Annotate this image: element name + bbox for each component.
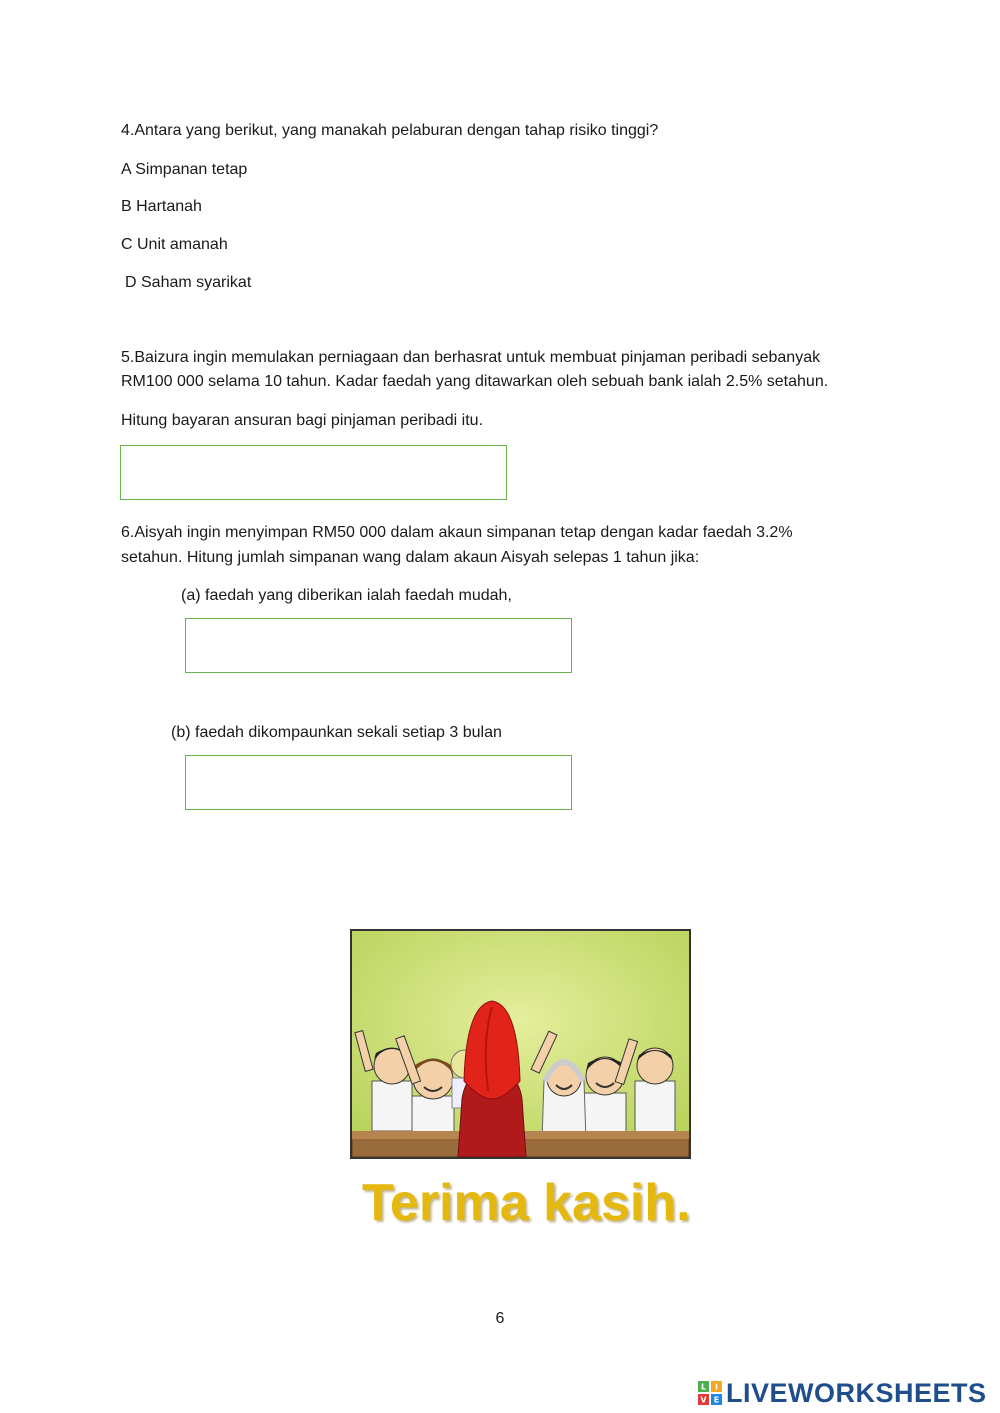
page-number: 6 [495,1310,505,1327]
q6-part-a-label: (a) faedah yang diberikan ialah faedah mudah, [181,587,512,604]
q4-option-a: A Simpanan tetap [121,161,248,178]
q4-option-c: C Unit amanah [121,236,228,253]
q4-option-d: D Saham syarikat [125,274,252,291]
logo-letter: L [700,1382,707,1392]
classroom-illustration [350,929,691,1159]
q4-option-b: B Hartanah [121,198,202,215]
liveworksheets-brand[interactable] [698,1378,987,1408]
logo-letter: V [700,1395,707,1405]
q6-text-line1: 6.Aisyah ingin menyimpan RM50 000 dalam akaun simpanan tetap dengan kadar faedah 3.2% [121,524,793,541]
liveworksheets-logo-icon [698,1381,722,1405]
q5-text-line1: 5.Baizura ingin memulakan perniagaan dan berhasrat untuk membuat pinjaman peribadi sebanyak [121,349,821,366]
q6-part-b-answer-input[interactable] [185,755,572,810]
closing-message: Terima kasih. [362,1174,691,1232]
brand-name: LIVEWORKSHEETS [726,1377,987,1408]
q5-answer-input[interactable] [120,445,507,500]
q6-text-line2: setahun. Hitung jumlah simpanan wang dalam akaun Aisyah selepas 1 tahun jika: [121,549,700,566]
q5-text-line2: RM100 000 selama 10 tahun. Kadar faedah yang ditawarkan oleh sebuah bank ialah 2.5% setahun. [121,373,829,390]
logo-letter: E [713,1395,720,1405]
student-figure [635,1048,675,1136]
q5-instruction: Hitung bayaran ansuran bagi pinjaman peribadi itu. [121,412,484,429]
q6-part-b-label: (b) faedah dikompaunkan sekali setiap 3 bulan [171,724,502,741]
q4-question: 4.Antara yang berikut, yang manakah pelaburan dengan tahap risiko tinggi? [121,122,659,139]
q6-part-a-answer-input[interactable] [185,618,572,673]
logo-letter: I [715,1382,718,1392]
